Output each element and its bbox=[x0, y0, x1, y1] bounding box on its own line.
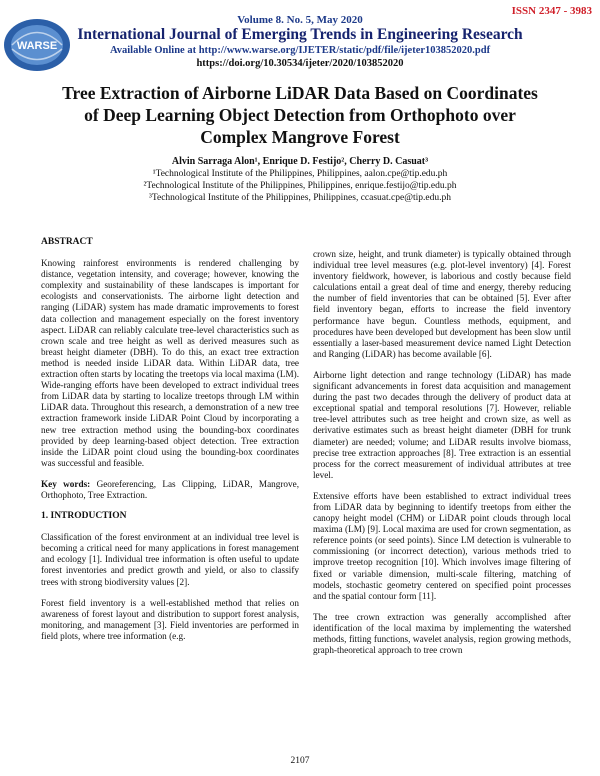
affiliation-2: ²Technological Institute of the Philippines, Philippines, enrique.festijo@tip.edu.ph bbox=[143, 181, 457, 191]
paper-title: Tree Extraction of Airborne LiDAR Data Based on Coordinates of Deep Learning Object Detection from Orthophoto over Complex Mangrove Forest bbox=[62, 83, 538, 147]
right-paragraph-2: Airborne light detection and range technology (LiDAR) has made significant advancements in forest data acquisition and management during the past two decades through the delivery of product data at exceptional spatial and temporal resolutions [7]. However, reliable tree-level attributes such as tree height and crown size, as well as derivative estimates such as breast height diameter (DBH for trunk diameter) are needed; volume; and LiDAR results involve biomass, precise tree extraction approaches [8]. Tree extraction is an essential process for the correct measurement of individual attributes at tree level. bbox=[313, 369, 571, 480]
right-paragraph-1: crown size, height, and trunk diameter) is typically obtained through individual tree level measures (e.g. plot-level inventory) [4]. Forest inventory fieldwork, however, is laborious and costly because field calculations entail a great deal of time and energy, thereby reducing the number of field inventories that can be obtained [5]. Ever after field inventory began, efforts to increase the field inventory performance have begun. Countless methods, equipment, and procedures have been developed but development has been slow until essentially a laser-based measurement device named Light Detection and Ranging (LiDAR) has become available [6]. bbox=[313, 249, 571, 359]
abstract-heading: ABSTRACT bbox=[41, 237, 93, 247]
keywords bbox=[41, 479, 299, 501]
online-link[interactable]: Available Online at http://www.warse.org/IJETER/static/pdf/file/ijeter103852020.pdf bbox=[109, 45, 491, 56]
right-column bbox=[313, 249, 571, 666]
volume-info: Volume 8. No. 5, May 2020 bbox=[237, 14, 363, 26]
left-column bbox=[41, 237, 299, 652]
journal-name: International Journal of Emerging Trends in Engineering Research bbox=[77, 26, 523, 43]
issn-label: ISSN 2347 - 3983 bbox=[511, 5, 592, 17]
intro-paragraph-2: Forest field inventory is a well-established method that relies on awareness of forest layout and distribution to support forest analysis, monitoring, and management [3]. Field inventories are performed in field plots, where tree information (e.g. bbox=[41, 597, 299, 641]
keywords-text: Georeferencing, Las Clipping, LiDAR, Mangrove, Orthophoto, Tree Extraction. bbox=[41, 478, 299, 500]
intro-heading: 1. INTRODUCTION bbox=[41, 511, 127, 522]
affiliation-3: ³Technological Institute of the Philippines, Philippines, ccasuat.cpe@tip.edu.ph bbox=[149, 193, 451, 203]
abstract-text: Knowing rainforest environments is rendered challenging by distance, vegetation intensity, and coverage; however, knowing the complexity and sustainability of these landscapes is important for ecologists and conservationists. The airborne light detection and ranging (LiDAR) system has made dramatic improvements to forest data collection and management especially on the forest inventory aspect. LiDAR can reliably calculate tree-level characteristics such as crown scale and tree height as well as derived measures such as breast height diameter (DBH). To do this, an exact tree extraction method is needed inside LiDAR data. Within LiDAR data, tree extraction often starts by locating the treetops via local maxima (LM). Wide-ranging efforts have been developed to extract individual trees from LiDAR data by starting to localize treetops through LM within LiDAR data. Throughout this research, a demonstration of a new tree extraction framework inside LiDAR Point Cloud by incorporating a new tree extraction method using the bounding-box coordinates provided by deep learning-based object detection. Tree extraction inside the LiDAR point cloud using the bounding-box coordinates was successful and feasible. bbox=[41, 258, 299, 468]
svg-text:WARSE: WARSE bbox=[16, 40, 58, 52]
keywords-label: Key words: bbox=[41, 478, 91, 489]
doi-link[interactable]: https://doi.org/10.30534/ijeter/2020/103852020 bbox=[196, 58, 404, 69]
page-number: 2107 bbox=[290, 756, 310, 766]
journal-header bbox=[0, 14, 600, 70]
author-block bbox=[40, 156, 560, 204]
right-paragraph-4: The tree crown extraction was generally accomplished after identification of the local maxima by implementing the watershed methods, fitting functions, wavelet analysis, region growing methods, graph-theoretical approach to tree crown bbox=[313, 611, 571, 656]
affiliation-1: ¹Technological Institute of the Philippines, Philippines, aalon.cpe@tip.edu.ph bbox=[152, 169, 448, 179]
intro-paragraph-1: Classification of the forest environment at an individual tree level is becoming a critical need for many applications in forest management and ecology [1]. Individual tree information is often useful to update forest inventories and predict growth and yield, or also to classify trees with strong biodiversity values [2]. bbox=[41, 532, 299, 587]
author-names: Alvin Sarraga Alon¹, Enrique D. Festijo², Cherry D. Casuat³ bbox=[171, 156, 429, 167]
right-paragraph-3: Extensive efforts have been established to extract individual trees from LiDAR data by beginning to identify treetops from either the canopy height model (CHM) or LiDAR point clouds through local maxima (LM) [9]. Local maxima are used for crown segmentation, as reference points (or seed points). Since LM detection is vulnerable to commissioning (or incorrect detection), various methods tried to improve treetop recognition [10]. Which involves image filtering of fixed or variable dimension, multi-scale filtering, matching of models, stochastic geometry centered on specified point processes and the spatial contour form [11]. bbox=[313, 490, 571, 601]
